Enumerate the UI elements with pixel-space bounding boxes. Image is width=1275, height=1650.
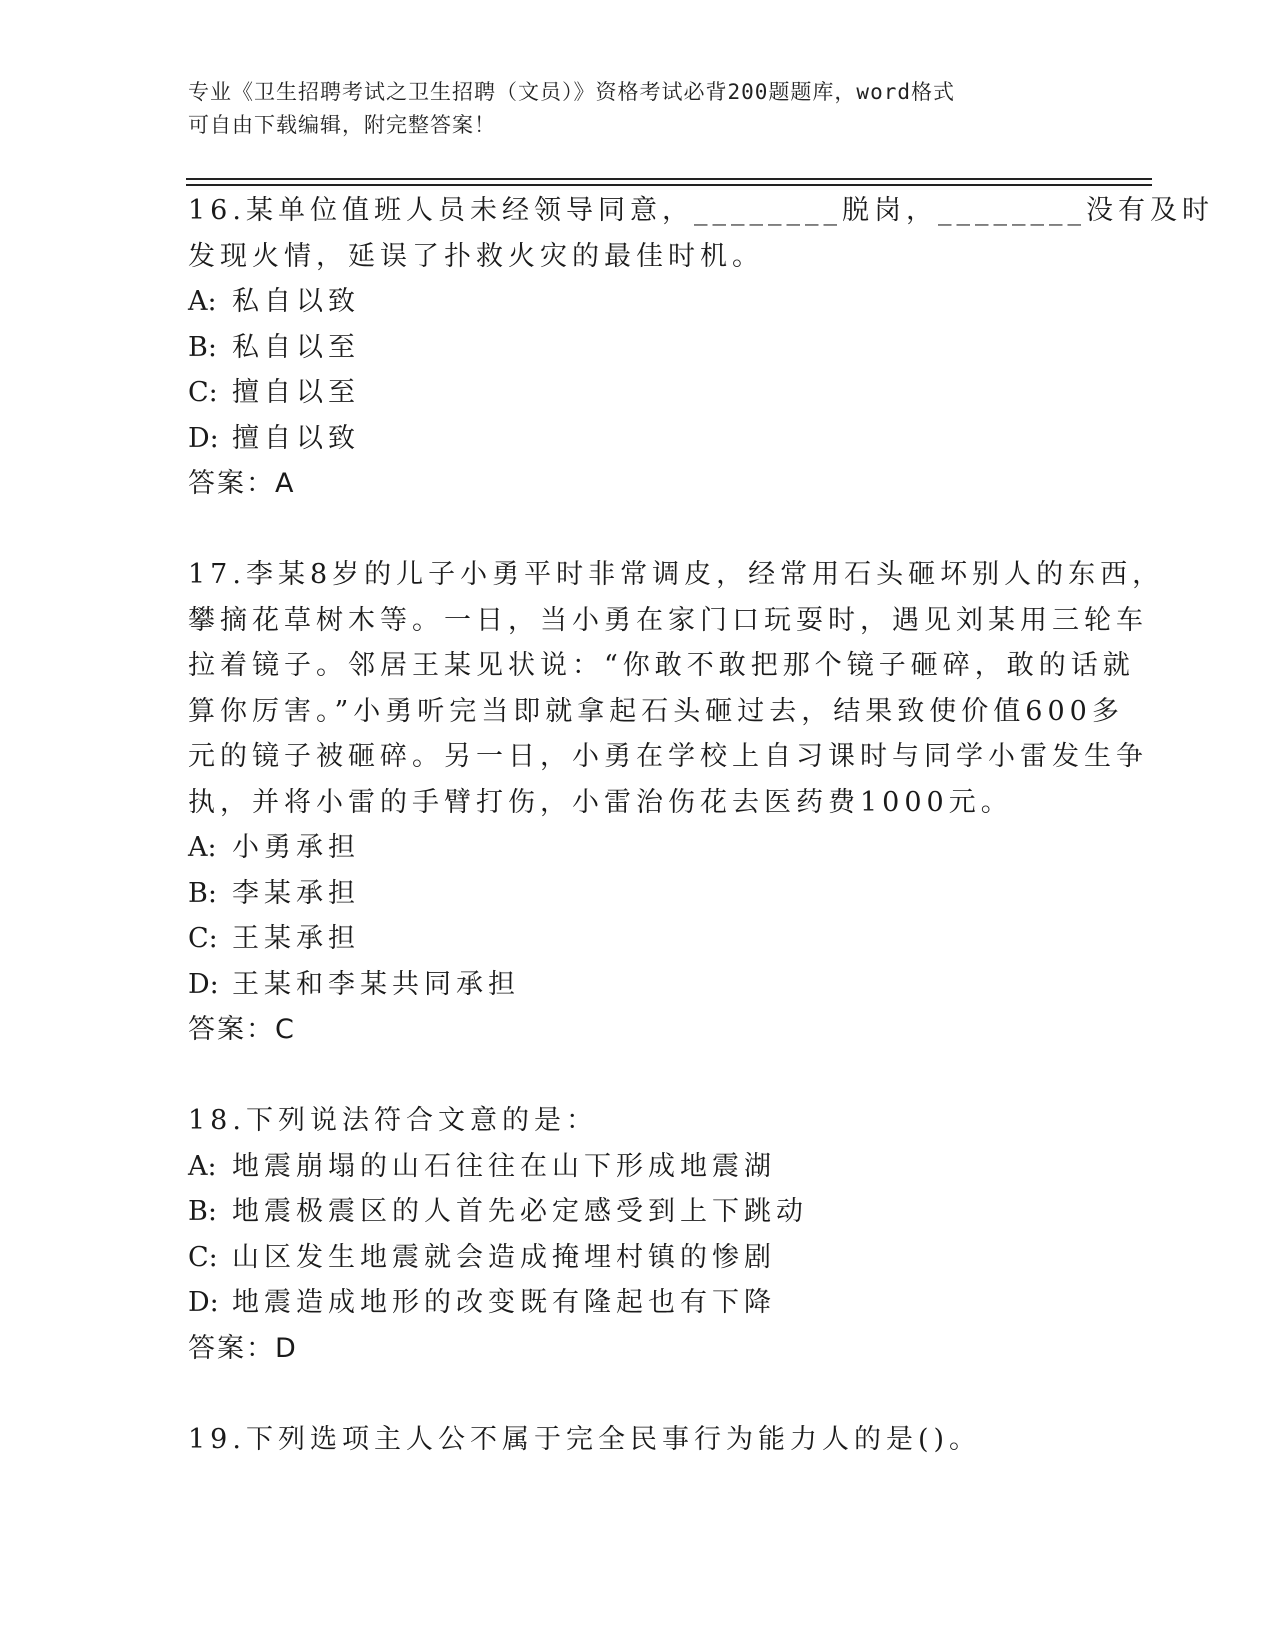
option-label: D: (188, 422, 219, 454)
header-divider-top (186, 178, 1152, 180)
option-text: 擅自以致 (232, 422, 360, 454)
option-d (188, 416, 1088, 462)
question-text-line: 拉着镜子。邻居王某见状说：“你敢不敢把那个镜子砸碎，敢的话就 (188, 650, 1135, 681)
option-label: C: (188, 377, 218, 408)
option-text: 私自以致 (232, 286, 360, 317)
option-b (188, 325, 1088, 371)
option-text: 擅自以至 (232, 377, 360, 408)
option-c (188, 916, 1088, 962)
answer-text: 答案：A (188, 468, 296, 499)
question-text-line: 18.下列说法符合文意的是： (188, 1105, 598, 1136)
question-text-line: 17.李某8岁的儿子小勇平时非常调皮，经常用石头砸坏别人的东西， (188, 559, 1165, 590)
document-header (188, 76, 1068, 142)
option-text: 山区发生地震就会造成掩埋村镇的惨剧 (232, 1241, 776, 1273)
option-text: 李某承担 (232, 877, 360, 909)
answer-text: 答案：D (188, 1332, 298, 1364)
header-line-1: 专业《卫生招聘考试之卫生招聘（文员）》资格考试必背200题题库，word格式 (188, 80, 955, 104)
option-label: B: (188, 877, 217, 909)
option-text: 王某和李某共同承担 (232, 968, 520, 1000)
option-label: C: (188, 923, 218, 954)
option-label: D: (188, 1287, 219, 1318)
option-label: D: (188, 968, 219, 1000)
question-18 (188, 1098, 1088, 1371)
question-text-line: 攀摘花草树木等。一日，当小勇在家门口玩耍时，遇见刘某用三轮车 (188, 604, 1148, 636)
answer-text: 答案：C (188, 1014, 296, 1045)
question-spacer (188, 507, 1088, 553)
option-text: 地震造成地形的改变既有隆起也有下降 (232, 1287, 776, 1318)
option-label: B: (188, 331, 217, 363)
question-list (188, 188, 1214, 1462)
option-text: 王某承担 (232, 923, 360, 954)
question-text-line: 发现火情，延误了扑救火灾的最佳时机。 (188, 240, 764, 272)
option-text: 小勇承担 (232, 832, 360, 863)
question-text-line: 执，并将小雷的手臂打伤，小雷治伤花去医药费1000元。 (188, 786, 1013, 818)
header-divider-bottom (186, 184, 1152, 186)
option-label: A: (188, 832, 217, 863)
question-19 (188, 1417, 1088, 1463)
option-label: C: (188, 1241, 218, 1273)
question-17 (188, 552, 1165, 1053)
question-text-line: 算你厉害。”小勇听完当即就拿起石头砸过去，结果致使价值600多 (188, 695, 1124, 727)
option-d (188, 962, 1088, 1008)
header-line-2: 可自由下载编辑，附完整答案！ (188, 113, 496, 137)
option-c (188, 1235, 1088, 1281)
option-label: B: (188, 1196, 217, 1227)
question-text-line: 元的镜子被砸碎。另一日，小勇在学校上自习课时与同学小雷发生争 (188, 741, 1148, 772)
option-text: 地震崩塌的山石往往在山下形成地震湖 (232, 1150, 776, 1182)
option-d (188, 1280, 1088, 1326)
option-b (188, 871, 1088, 917)
option-a (188, 1144, 1088, 1190)
option-label: A: (188, 1150, 217, 1182)
option-label: A: (188, 286, 217, 317)
option-text: 地震极震区的人首先必定感受到上下跳动 (232, 1196, 808, 1227)
question-text-line: 16.某单位值班人员未经领导同意，________脱岗，________没有及时 (188, 195, 1214, 226)
option-b (188, 1189, 1088, 1235)
option-text: 私自以至 (232, 331, 360, 363)
question-text-line: 19.下列选项主人公不属于完全民事行为能力人的是()。 (188, 1423, 982, 1455)
option-c (188, 370, 1088, 416)
question-spacer (188, 1371, 1088, 1417)
question-16 (188, 188, 1214, 507)
option-a (188, 825, 1088, 871)
question-spacer (188, 1053, 1088, 1099)
option-a (188, 279, 1088, 325)
